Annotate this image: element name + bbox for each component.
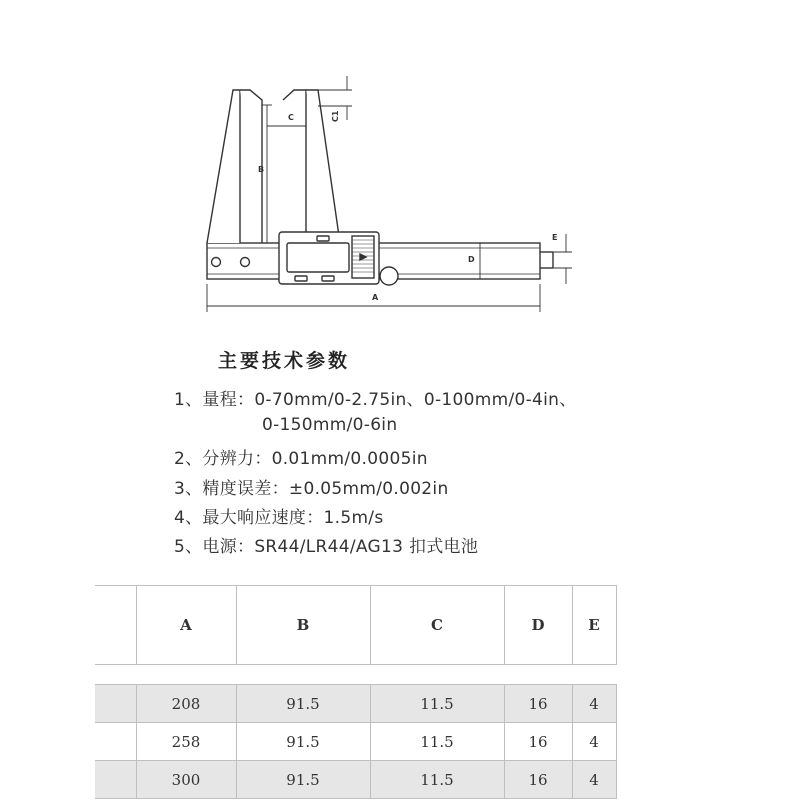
spec-item-accuracy: 3、精度误差：±0.05mm/0.002in xyxy=(174,479,449,499)
table-cell: 300 xyxy=(136,761,236,799)
table-cell: 16 xyxy=(504,685,572,723)
caliper-diagram xyxy=(0,0,790,330)
table-row xyxy=(95,685,616,723)
table-cell: 11.5 xyxy=(370,761,504,799)
table-cell: 16 xyxy=(504,761,572,799)
table-cell: 258 xyxy=(136,723,236,761)
table-cell: 11.5 xyxy=(370,685,504,723)
table-header-row xyxy=(95,586,616,665)
movable-jaw xyxy=(283,90,306,243)
table-header-cell: C xyxy=(370,586,504,665)
dimension-table xyxy=(95,585,617,799)
dim-label-b: B xyxy=(258,165,265,174)
table-cell: 208 xyxy=(136,685,236,723)
spec-item-power: 5、电源：SR44/LR44/AG13 扣式电池 xyxy=(174,537,479,557)
table-header-cell: B xyxy=(236,586,370,665)
table-header-cell: A xyxy=(136,586,236,665)
table-cell: 4 xyxy=(572,685,616,723)
table-cell: 91.5 xyxy=(236,723,370,761)
dim-label-c: C xyxy=(288,113,294,122)
spec-item-resolution: 2、分辨力：0.01mm/0.0005in xyxy=(174,449,428,469)
locking-knob xyxy=(380,267,398,285)
table-cell: 91.5 xyxy=(236,685,370,723)
table-header-cell: E xyxy=(572,586,616,665)
table-header-cell: D xyxy=(504,586,572,665)
dim-label-c1: C1 xyxy=(331,110,340,122)
spec-item-range: 1、量程：0-70mm/0-2.75in、0-100mm/0-4in、 xyxy=(174,390,577,410)
table-cell: 16 xyxy=(504,723,572,761)
dim-label-a: A xyxy=(372,293,379,302)
table-cell: 11.5 xyxy=(370,723,504,761)
spec-item-range-cont: 0-150mm/0-6in xyxy=(262,415,398,435)
table-cell: 4 xyxy=(572,723,616,761)
table-cell: 91.5 xyxy=(236,761,370,799)
fixed-jaw xyxy=(207,90,240,243)
spec-item-speed: 4、最大响应速度：1.5m/s xyxy=(174,508,384,528)
table-cell xyxy=(95,723,136,761)
table-cell: 4 xyxy=(572,761,616,799)
table-row xyxy=(95,761,616,799)
dim-label-e: E xyxy=(552,233,558,242)
table-row xyxy=(95,723,616,761)
table-cell xyxy=(95,761,136,799)
specs-title: 主要技术参数 xyxy=(218,350,351,372)
table-cell xyxy=(95,685,136,723)
table-header-cell xyxy=(95,586,136,665)
dim-label-d: D xyxy=(468,255,475,264)
